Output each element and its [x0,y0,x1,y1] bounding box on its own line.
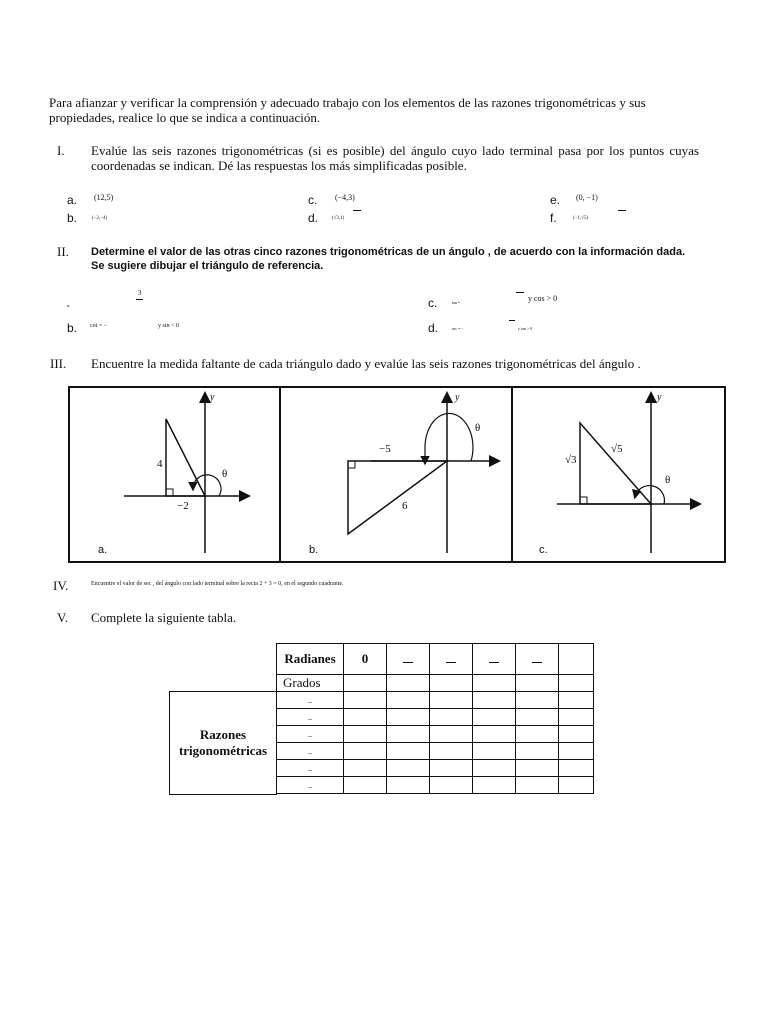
table-cell [473,675,516,692]
coordinate-value: (12,5) [94,193,114,202]
item-label: f. [550,211,557,225]
ratio-cell: – [277,743,344,760]
given-value: 3 [138,289,142,297]
section-3-text: Encuentre la medida faltante de cada triángulo dado y evalúe las seis razones trigonométricas del ángulo . [91,356,641,371]
given-value: tan = [452,300,461,305]
condition-text: y tan > 0 [518,326,533,331]
radianes-first-value: 0 [344,644,387,675]
grados-header: Grados [277,675,344,692]
table-cell [559,760,594,777]
table-cell [516,777,559,794]
given-value: sec = − [452,326,464,331]
table-cell [430,709,473,726]
table-cell [516,726,559,743]
table-cell [559,726,594,743]
section-4-numeral: IV. [53,578,69,593]
y-axis-label: y [455,392,460,403]
coordinate-value: (0, −1) [576,193,598,202]
table-cell [559,692,594,709]
section-2-numeral: II. [57,244,69,259]
figure-panel-b [279,386,513,563]
table-cell [387,692,430,709]
table-cell [344,726,387,743]
table-cell [473,760,516,777]
table-cell [344,777,387,794]
item-label: c. [308,193,318,207]
section-5-text: Complete la siguiente tabla. [91,610,237,625]
theta-label: θ [222,468,228,480]
item-label: c. [428,296,438,310]
coordinate-value: (−2,−4) [92,216,108,221]
panel-label: c. [539,544,548,556]
table-cell [387,726,430,743]
table-cell [430,675,473,692]
item-label: d. [308,211,319,225]
table-cell [387,675,430,692]
table-cell [430,726,473,743]
theta-label: θ [665,474,671,486]
trigonometricas-label: trigonométricas [178,743,268,758]
table-cell [473,726,516,743]
y-axis-label: y [657,392,662,403]
item-label: b. [67,321,78,335]
radianes-header: Radianes [277,644,344,675]
table-cell [516,709,559,726]
side-label: √5 [611,443,623,455]
coordinate-value: (−4,3) [335,193,355,202]
table-cell [344,692,387,709]
table-cell [516,760,559,777]
table-cell [473,777,516,794]
table-cell [559,777,594,794]
side-label: 4 [157,458,163,470]
panel-label: a. [98,544,108,556]
item-label: e. [550,193,561,207]
table-cell [430,760,473,777]
ratio-cell: – [277,777,344,794]
side-label: −5 [379,443,391,455]
given-value: cot = − [90,323,108,329]
table-cell [344,675,387,692]
figure-panel-a [68,386,281,563]
side-label: 6 [402,500,408,512]
condition-text: y sin < 0 [158,323,179,329]
table-cell [516,644,559,675]
section-1-numeral: I. [57,143,65,158]
theta-label: θ [475,422,481,434]
table-cell [430,644,473,675]
table-cell [559,644,594,675]
condition-text: y cos > 0 [528,294,558,303]
y-axis-label: y [210,392,215,403]
section-1-text: Evalúe las seis razones trigonométricas (si es posible) del ángulo cuyo lado terminal pasa por los puntos cuyas coordenadas se indican. Dé las respuestas los más simplificadas posible. [91,143,699,173]
razones-label: Razones [199,727,247,742]
ratio-cell: – [277,760,344,777]
section-5-numeral: V. [57,610,68,625]
item-label: a. [67,303,71,308]
razones-box [169,691,277,795]
table-cell [430,777,473,794]
table-cell [344,760,387,777]
item-label: b. [67,211,78,225]
table-cell [473,709,516,726]
ratio-cell: – [277,692,344,709]
table-cell [387,709,430,726]
ratio-cell: – [277,726,344,743]
table-cell [516,675,559,692]
table-cell [516,743,559,760]
table-cell [559,675,594,692]
item-label: d. [428,321,439,335]
table-cell [344,709,387,726]
table-cell [430,692,473,709]
item-label: a. [67,193,78,207]
conversion-table [276,643,594,794]
table-cell [387,760,430,777]
table-cell [559,743,594,760]
section-4-text: Encuentre el valor de sec , del ángulo con lado terminal sobre la recta 2 + 3 = 0, en el segundo cuadrante. [91,581,344,587]
panel-label: b. [309,544,319,556]
table-cell [430,743,473,760]
table-cell [473,692,516,709]
side-label: √3 [565,454,577,466]
intro-text: Para afianzar y verificar la comprensión y adecuado trabajo con los elementos de las razones trigonométricas y sus propiedades, realice lo que se indica a continuación. [49,95,646,125]
table-cell [559,709,594,726]
ratio-cell: – [277,709,344,726]
table-cell [473,743,516,760]
table-cell [473,644,516,675]
table-cell [516,692,559,709]
figure-panel-c [511,386,726,563]
coordinate-value: (−1,√5) [573,216,589,221]
table-cell [387,777,430,794]
side-label: −2 [177,500,189,512]
coordinate-value: (√3,1) [332,216,345,221]
table-cell [344,743,387,760]
section-3-numeral: III. [50,356,67,371]
table-cell [387,743,430,760]
table-cell [387,644,430,675]
section-2-text: Determine el valor de las otras cinco razones trigonométricas de un ángulo , de acuerdo con la información dada. Se sugiere dibujar el triángulo de referencia. [91,246,686,272]
